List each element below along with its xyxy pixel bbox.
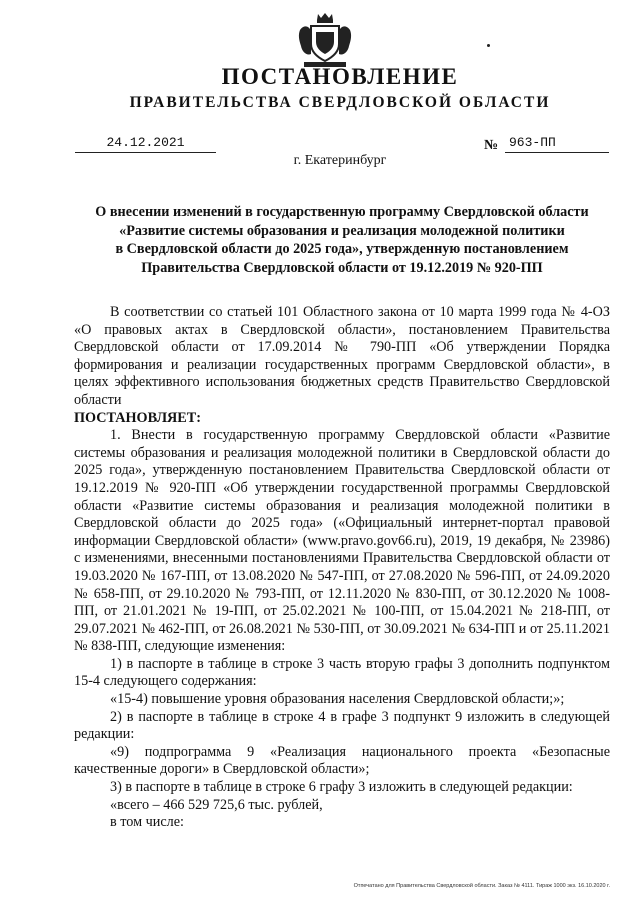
document-title: ПОСТАНОВЛЕНИЕ	[221, 64, 459, 89]
subitem-2-paragraph: 2) в паспорте в таблице в строке 4 в графе 3 подпункт 9 изложить в следующей редакции:	[74, 708, 610, 743]
document-city: г. Екатеринбург	[293, 153, 387, 168]
subitem-1-text: «15-4) повышение уровня образования населения Свердловской области;»;	[110, 691, 565, 708]
document-number: 963-ПП	[509, 135, 556, 150]
subitem-3-text-1: «всего – 466 529 725,6 тыс. рублей,	[110, 796, 323, 813]
subject-line: в Свердловской области до 2025 года», утвержденную постановлением	[115, 241, 569, 258]
subject-line: «Развитие системы образования и реализация молодежной политики	[119, 222, 565, 239]
coat-of-arms-emblem	[296, 10, 354, 70]
document-subtitle: ПРАВИТЕЛЬСТВА СВЕРДЛОВСКОЙ ОБЛАСТИ	[129, 94, 551, 111]
subitem-3-text-2: в том числе:	[110, 814, 184, 831]
stray-mark	[487, 44, 490, 47]
subject-line: Правительства Свердловской области от 19.12.2019 № 920-ПП	[141, 259, 543, 276]
subject-line: О внесении изменений в государственную программу Свердловской области	[95, 204, 589, 220]
print-note: Отпечатано для Правительства Свердловской области. Заказ № 4111. Тираж 1000 экз. 16.10.2020 г.	[353, 883, 610, 889]
subitem-2-text: «9) подпрограмма 9 «Реализация национального проекта «Безопасные качественные дороги» в Свердловской области»;	[74, 743, 610, 778]
preamble-paragraph: В соответствии со статьей 101 Областного закона от 10 марта 1999 года № 4-ОЗ «О правовых актах в Свердловской области», постановлением Правительства Свердловской области от 17.09.2014 № 790-ПП «Об утверждении Порядка формирования и реализации государственных программ Свердловской области», в целях эффективного использования бюджетных средств Правительство Свердловской области	[74, 304, 610, 408]
document-date: 24.12.2021	[106, 135, 185, 150]
subitem-1-paragraph: 1) в паспорте в таблице в строке 3 часть вторую графы 3 дополнить подпунктом 15-4 следующего содержания:	[74, 655, 610, 690]
item-1-paragraph: 1. Внести в государственную программу Свердловской области «Развитие системы образования и реализация молодежной политики в Свердловской области до 2025 года», утвержденную постановлением Правительства Свердловской области от 19.12.2019 № 920-ПП «Об утверждении государственной программы Свердловской области «Развитие системы образования и реализация молодежной политики в Свердловской области до 2025 года» («Официальный интернет-портал правовой информации Свердловской области» (www.pravo.gov66.ru), 2019, 19 декабря, № 23986) с изменениями, внесенными постановлениями Правительства Свердловской области от 19.03.2020 № 167-ПП, от 13.08.2020 № 547-ПП, от 27.08.2020 № 596-ПП, от 24.09.2020 № 658-ПП, от 29.10.2020 № 793-ПП, от 12.11.2020 № 830-ПП, от 30.12.2020 № 1008-ПП, от 21.01.2021 № 19-ПП, от 25.02.2021 № 100-ПП, от 15.04.2021 № 218-ПП, от 29.07.2021 № 462-ПП, от 26.08.2021 № 530-ПП, от 30.09.2021 № 634-ПП и от 25.11.2021 № 838-ПП, следующие изменения:	[74, 427, 610, 655]
document-subject	[74, 203, 610, 277]
number-sign: №	[484, 138, 499, 153]
document-body	[74, 304, 610, 832]
subitem-3-paragraph: 3) в паспорте в таблице в строке 6 графу 3 изложить в следующей редакции:	[110, 779, 573, 796]
resolves-heading: ПОСТАНОВЛЯЕТ:	[74, 409, 201, 426]
